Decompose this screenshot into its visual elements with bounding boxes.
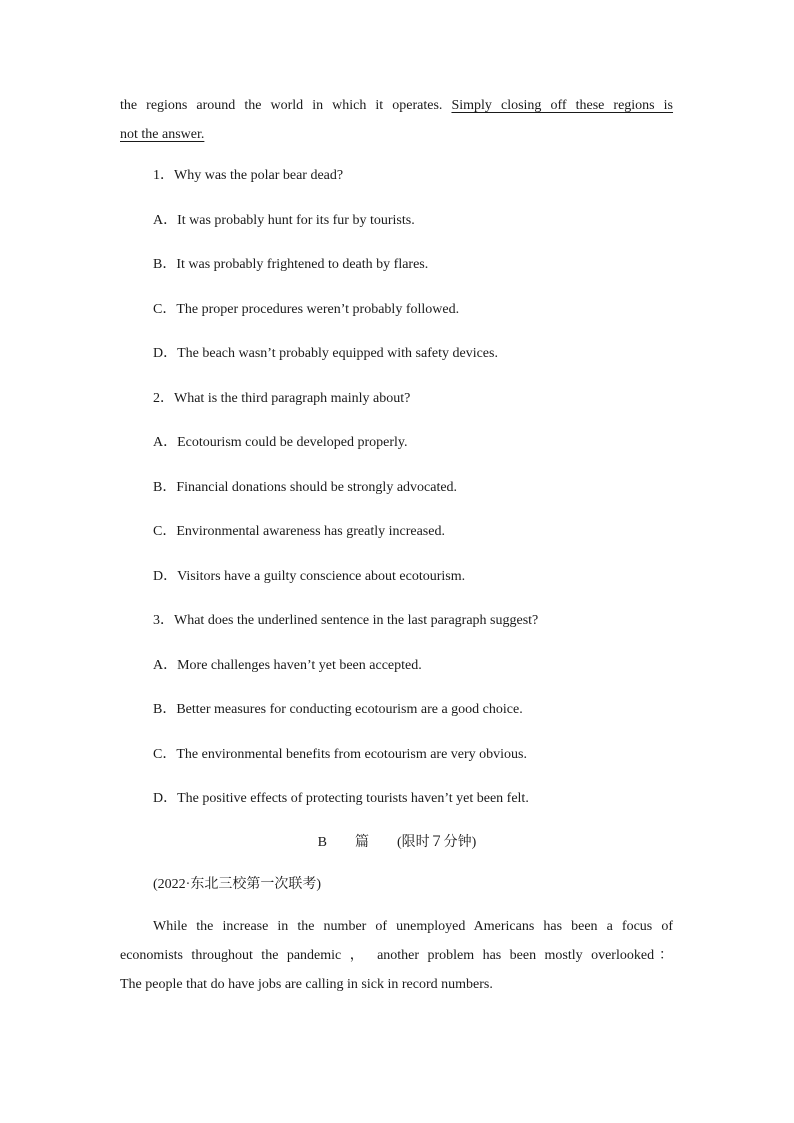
passage-line-1: While the increase in the number of unemployed Americans has been a focus of <box>153 919 673 934</box>
question-1-stem: 1．Why was the polar bear dead? <box>153 168 344 183</box>
section-source: (2022·东北三校第一次联考) <box>153 877 321 892</box>
question-3-option-a: A．More challenges haven’t yet been accepted. <box>153 658 422 673</box>
underlined-sentence-part-2: not the answer. <box>120 127 205 142</box>
question-3-option-d: D．The positive effects of protecting tourists haven’t yet been felt. <box>153 791 529 806</box>
question-1-option-b: B．It was probably frightened to death by flares. <box>153 257 429 272</box>
question-3-option-b: B．Better measures for conducting ecotourism are a good choice. <box>153 702 523 717</box>
question-1-option-a: A．It was probably hunt for its fur by tourists. <box>153 213 415 228</box>
question-3-option-c: C．The environmental benefits from ecotourism are very obvious. <box>153 747 528 762</box>
question-2-option-d: D．Visitors have a guilty conscience about ecotourism. <box>153 569 466 584</box>
question-2-option-a: A．Ecotourism could be developed properly. <box>153 435 408 450</box>
section-heading: B 篇 (限时７分钟) <box>317 835 477 850</box>
question-1-option-c: C．The proper procedures weren’t probably followed. <box>153 302 460 317</box>
question-2-stem: 2．What is the third paragraph mainly about? <box>153 391 411 406</box>
question-2-option-c: C．Environmental awareness has greatly increased. <box>153 524 445 539</box>
question-3-stem: 3．What does the underlined sentence in the last paragraph suggest? <box>153 613 539 628</box>
passage-line-3: The people that do have jobs are calling in sick in record numbers. <box>120 977 493 992</box>
intro-plain-text: the regions around the world in which it operates. <box>120 98 443 113</box>
question-1-option-d: D．The beach wasn’t probably equipped with safety devices. <box>153 346 498 361</box>
passage-line-2: economists throughout the pandemic ， another problem has been mostly overlooked： <box>120 948 673 963</box>
underlined-sentence-part-1: Simply closing off these regions is <box>451 98 674 113</box>
intro-line-1 <box>120 97 673 115</box>
question-2-option-b: B．Financial donations should be strongly advocated. <box>153 480 458 495</box>
